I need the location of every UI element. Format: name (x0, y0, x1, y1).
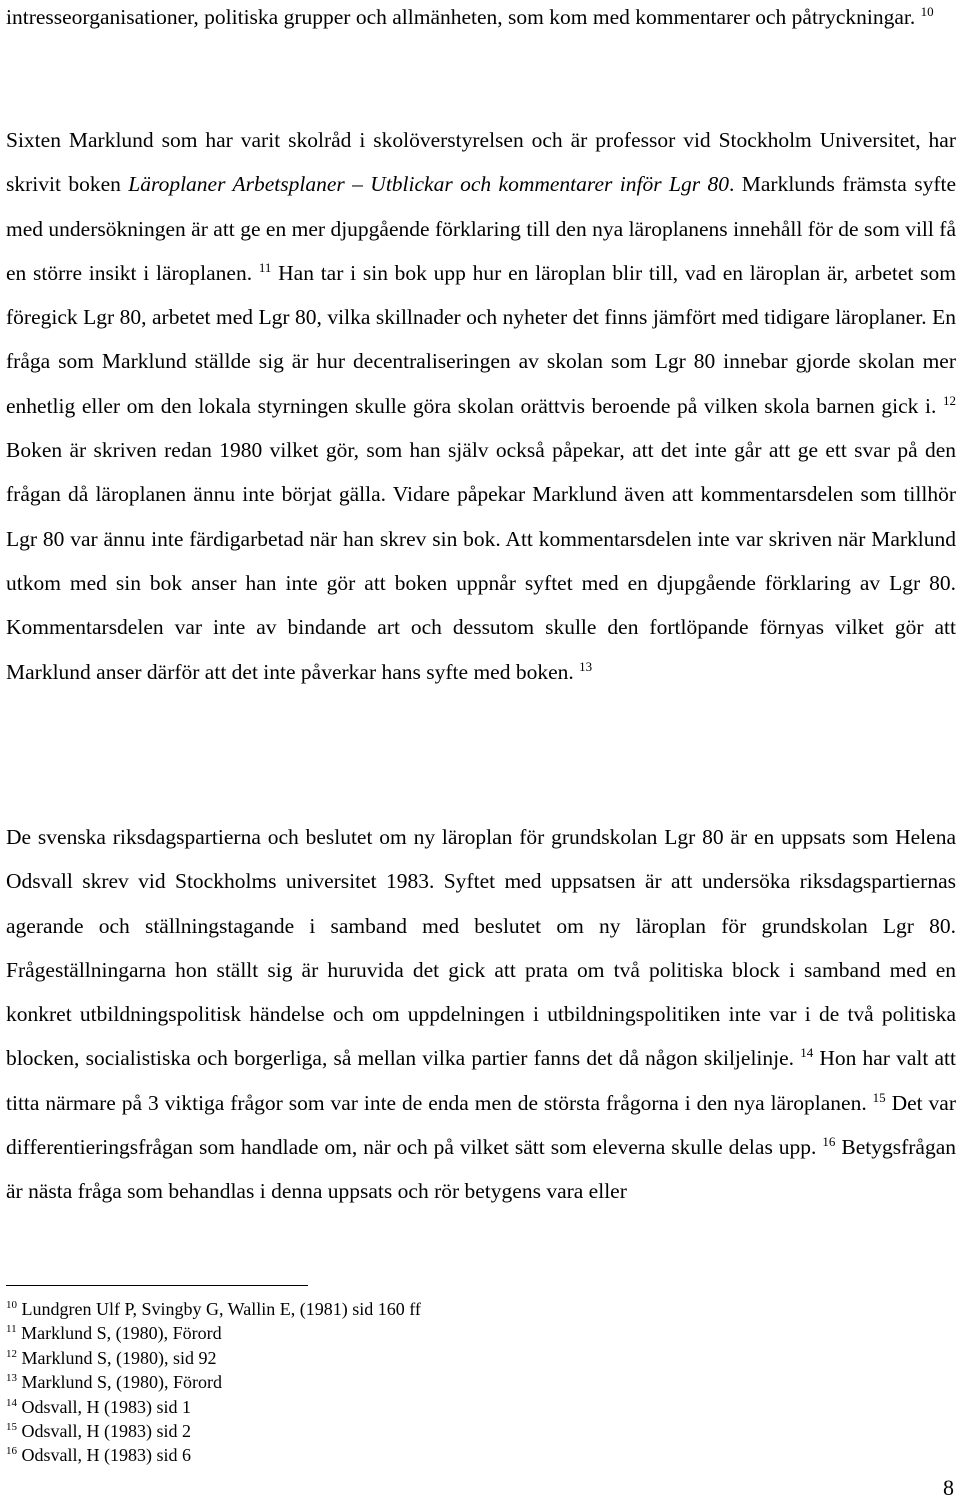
text-run: Betygsfrågan är nästa fråga som behandlas i denna uppsats och rör betygens vara eller (6, 1135, 956, 1204)
footnotes (6, 1297, 606, 1468)
text-run: Han tar i sin bok upp hur en läroplan blir till, vad en läroplan är, arbetet som föregick Lgr 80, arbetet med Lgr 80, vilka skillnader och nyheter det finns jämfört med tidigare läroplaner. En fråga som Marklund ställde sig är hur decentraliseringen av skolan som Lgr 80 innebar gjorde skolan mer enhetlig eller om den lokala styrningen skulle göra skolan orättvis beroende på vilken skola barnen gick i. (6, 260, 956, 418)
footnote-text: Odsvall, H (1983) sid 6 (21, 1445, 191, 1466)
text-run: intresseorganisationer, politiska grupper och allmänheten, som kom med kommentarer och påtryckningar. (6, 5, 921, 29)
footnote-ref-15: 15 (872, 1089, 886, 1105)
footnote-ref-10: 10 (920, 3, 934, 19)
footnote-ref-16: 16 (822, 1133, 836, 1149)
footnote-15 (6, 1419, 606, 1443)
footnote-number: 10 (6, 1299, 17, 1311)
footnote-14 (6, 1395, 606, 1419)
footnote-ref-13: 13 (579, 658, 593, 674)
footnote-text: Marklund S, (1980), sid 92 (21, 1347, 217, 1368)
footnote-text: Odsvall, H (1983) sid 1 (21, 1396, 191, 1417)
book-title: Läroplaner Arbetsplaner – Utblickar och kommentarer inför Lgr 80 (128, 172, 729, 197)
footnote-number: 16 (6, 1445, 17, 1458)
footnote-number: 13 (6, 1372, 17, 1385)
paragraph-3 (6, 815, 956, 1214)
footnote-separator (6, 1285, 308, 1286)
footnote-number: 11 (6, 1323, 17, 1336)
footnote-text: Marklund S, (1980), Förord (21, 1323, 222, 1344)
footnote-number: 12 (6, 1347, 17, 1360)
footnote-12 (6, 1346, 606, 1370)
paragraph-1 (6, 0, 956, 39)
footnote-ref-14: 14 (800, 1045, 814, 1061)
text-run: Boken är skriven redan 1980 vilket gör, som han själv också påpekar, att det inte går att ge ett svar på den frågan då läroplanen ännu inte börjat gälla. Vidare påpekar Marklund även att kommentarsdelen som tillhör Lgr 80 var ännu inte färdigarbetad när han skrev sin bok. Att kommentarsdelen inte var skriven när Marklund utkom med sin bok anser han inte gör att boken uppnår syftet med en djupgående förklaring av Lgr 80. Kommentarsdelen var inte av bindande art och dessutom skulle den fortlöpande förnyas vilket gör att Marklund anser därför att det inte påverkar hans syfte med boken. (6, 438, 956, 684)
footnote-16 (6, 1443, 606, 1467)
text-run: Hon har valt att titta närmare på 3 viktiga frågor som var inte de enda men de största frågorna i den nya läroplanen. (6, 1046, 956, 1115)
text-run: De svenska riksdagspartierna och beslutet om ny läroplan för grundskolan Lgr 80 är en uppsats som Helena Odsvall skrev vid Stockholms universitet 1983. Syftet med uppsatsen är att undersöka riksdagspartiernas agerande och ställningstagande i samband med beslutet om ny läroplan för grundskolan Lgr 80. Frågeställningarna hon ställt sig är huruvida det gick att prata om två politiska block i samband med en konkret utbildningspolitisk händelse och om uppdelningen i utbildningspolitiken inte var i de två politiska blocken, socialistiska och borgerliga, så mellan vilka partier fanns det då någon skiljelinje. (6, 825, 956, 1071)
page-number: 8 (943, 1475, 954, 1500)
footnote-text: Marklund S, (1980), Förord (21, 1372, 222, 1393)
footnote-ref-11: 11 (258, 259, 272, 275)
footnote-10 (6, 1297, 606, 1321)
text-run: Sixten Marklund som har varit skolråd i skolöverstyrelsen och är professor vid Stockholm Universitet, har skrivit boken (6, 128, 956, 197)
text-run: . Marklunds främsta syfte med undersökningen är att ge en mer djupgående förklaring till den nya läroplanens innehåll för de som vill få en större insikt i läroplanen. (6, 172, 956, 285)
text-run: Det var differentieringsfrågan som handlade om, när och på vilket sätt som eleverna skulle delas upp. (6, 1090, 956, 1160)
paragraph-2 (6, 118, 956, 694)
footnote-number: 14 (6, 1396, 17, 1409)
footnote-ref-12: 12 (943, 392, 956, 408)
footnote-number: 15 (6, 1421, 17, 1434)
footnote-13 (6, 1370, 606, 1394)
footnote-text: Odsvall, H (1983) sid 2 (21, 1421, 191, 1442)
footnote-text: Lundgren Ulf P, Svingby G, Wallin E, (1981) sid 160 ff (21, 1299, 421, 1319)
footnote-11 (6, 1321, 606, 1345)
